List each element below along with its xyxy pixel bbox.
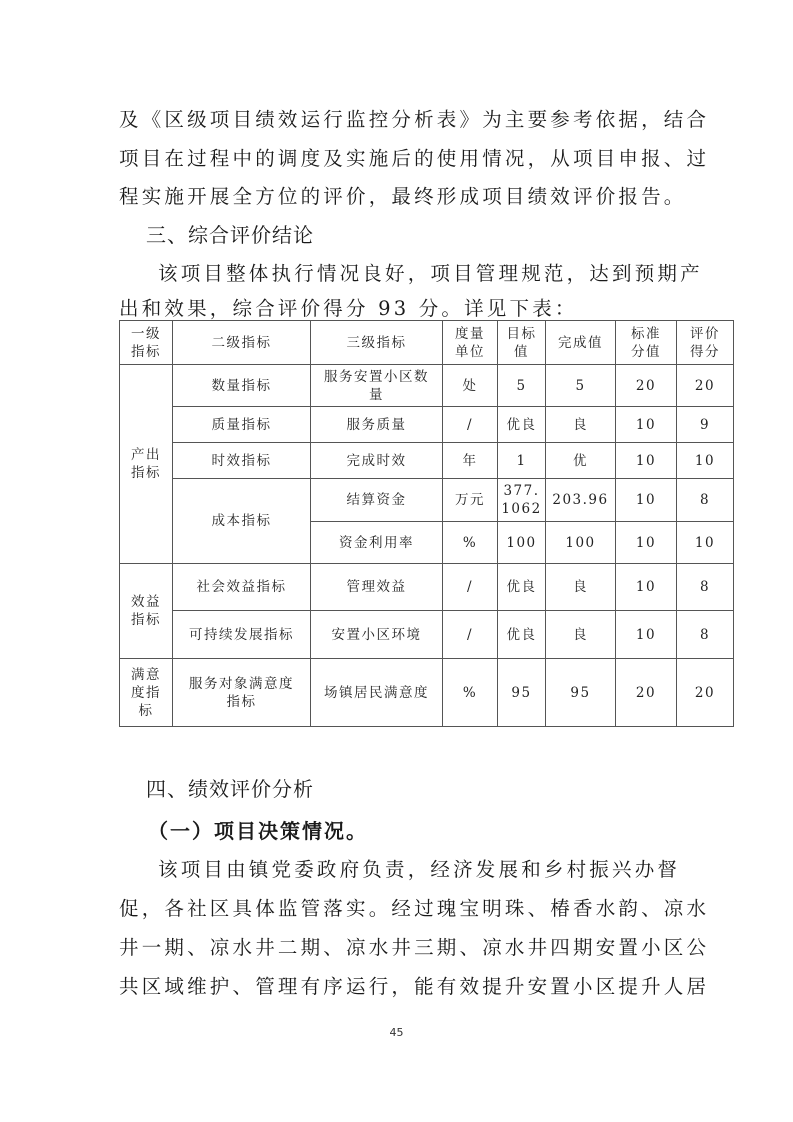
level2-cell: 成本指标 [173,479,311,564]
header-target: 目标 值 [498,321,546,365]
unit-cell: 万元 [443,479,498,522]
level2-cell: 社会效益指标 [173,564,311,611]
text-line: 出和效果，综合评价得分 93 分。详见下表： [119,297,578,320]
text-line: 该项目整体执行情况良好，项目管理规范，达到预期产 [158,262,703,285]
level3-cell: 安置小区环境 [311,611,443,659]
unit-cell: 处 [443,365,498,407]
header-level1: 一级 指标 [120,321,173,365]
unit-cell: % [443,659,498,727]
score-cell: 9 [677,407,734,443]
text-line: 井一期、凉水井二期、凉水井三期、凉水井四期安置小区公 [119,936,710,959]
target-cell: 5 [498,365,546,407]
actual-cell: 95 [546,659,616,727]
table-row [120,443,734,479]
table-row [120,407,734,443]
header-level3: 三级指标 [311,321,443,365]
text-line: 促，各社区具体监管落实。经过瑰宝明珠、椿香水韵、凉水 [119,897,710,920]
actual-cell: 100 [546,522,616,564]
text-line: 该项目由镇党委政府负责，经济发展和乡村振兴办督 [158,858,681,881]
score-cell: 10 [677,522,734,564]
actual-cell: 203.96 [546,479,616,522]
table-row [120,611,734,659]
level2-cell: 可持续发展指标 [173,611,311,659]
level3-cell: 结算资金 [311,479,443,522]
level3-cell: 服务质量 [311,407,443,443]
unit-cell: / [443,407,498,443]
text-line: 项目在过程中的调度及实施后的使用情况，从项目申报、过 [119,147,710,170]
section-heading-analysis: 四、绩效评价分析 [146,777,314,801]
level3-cell: 资金利用率 [311,522,443,564]
standard-cell: 20 [616,365,677,407]
target-cell: 100 [498,522,546,564]
score-cell: 10 [677,443,734,479]
score-cell: 8 [677,564,734,611]
actual-cell: 良 [546,564,616,611]
level3-cell: 服务安置小区数 量 [311,365,443,407]
unit-cell: / [443,564,498,611]
standard-cell: 10 [616,522,677,564]
header-score: 评价 得分 [677,321,734,365]
score-cell: 20 [677,659,734,727]
target-cell: 优良 [498,407,546,443]
level2-cell: 服务对象满意度 指标 [173,659,311,727]
evaluation-table [119,320,734,727]
unit-cell: % [443,522,498,564]
target-cell: 优良 [498,564,546,611]
target-cell: 优良 [498,611,546,659]
target-cell: 377. 1062 [498,479,546,522]
level3-cell: 场镇居民满意度 [311,659,443,727]
section-heading-conclusion: 三、综合评价结论 [146,223,314,247]
table-header-row [120,321,734,365]
level1-satisfaction: 满意 度指 标 [120,659,173,727]
level3-cell: 完成时效 [311,443,443,479]
table-row [120,365,734,407]
level2-cell: 时效指标 [173,443,311,479]
standard-cell: 20 [616,659,677,727]
score-cell: 8 [677,479,734,522]
table-row [120,659,734,727]
target-cell: 1 [498,443,546,479]
text-line: 共区域维护、管理有序运行，能有效提升安置小区提升人居 [119,975,710,998]
header-level2: 二级指标 [173,321,311,365]
standard-cell: 10 [616,479,677,522]
table-row [120,479,734,522]
header-actual: 完成值 [546,321,616,365]
text-line: 及《区级项目绩效运行监控分析表》为主要参考依据，结合 [119,108,710,131]
level3-cell: 管理效益 [311,564,443,611]
score-cell: 20 [677,365,734,407]
standard-cell: 10 [616,564,677,611]
standard-cell: 10 [616,443,677,479]
standard-cell: 10 [616,611,677,659]
standard-cell: 10 [616,407,677,443]
unit-cell: 年 [443,443,498,479]
text-line: 程实施开展全方位的评价，最终形成项目绩效评价报告。 [119,185,687,208]
table-row [120,564,734,611]
page-number: 45 [389,1026,404,1039]
actual-cell: 优 [546,443,616,479]
unit-cell: / [443,611,498,659]
target-cell: 95 [498,659,546,727]
header-standard: 标准 分值 [616,321,677,365]
level2-cell: 数量指标 [173,365,311,407]
level2-cell: 质量指标 [173,407,311,443]
header-unit: 度量 单位 [443,321,498,365]
actual-cell: 5 [546,365,616,407]
level1-output: 产出 指标 [120,365,173,564]
actual-cell: 良 [546,611,616,659]
subsection-heading-decision: （一）项目决策情况。 [148,819,368,843]
score-cell: 8 [677,611,734,659]
level1-benefit: 效益 指标 [120,564,173,659]
actual-cell: 良 [546,407,616,443]
